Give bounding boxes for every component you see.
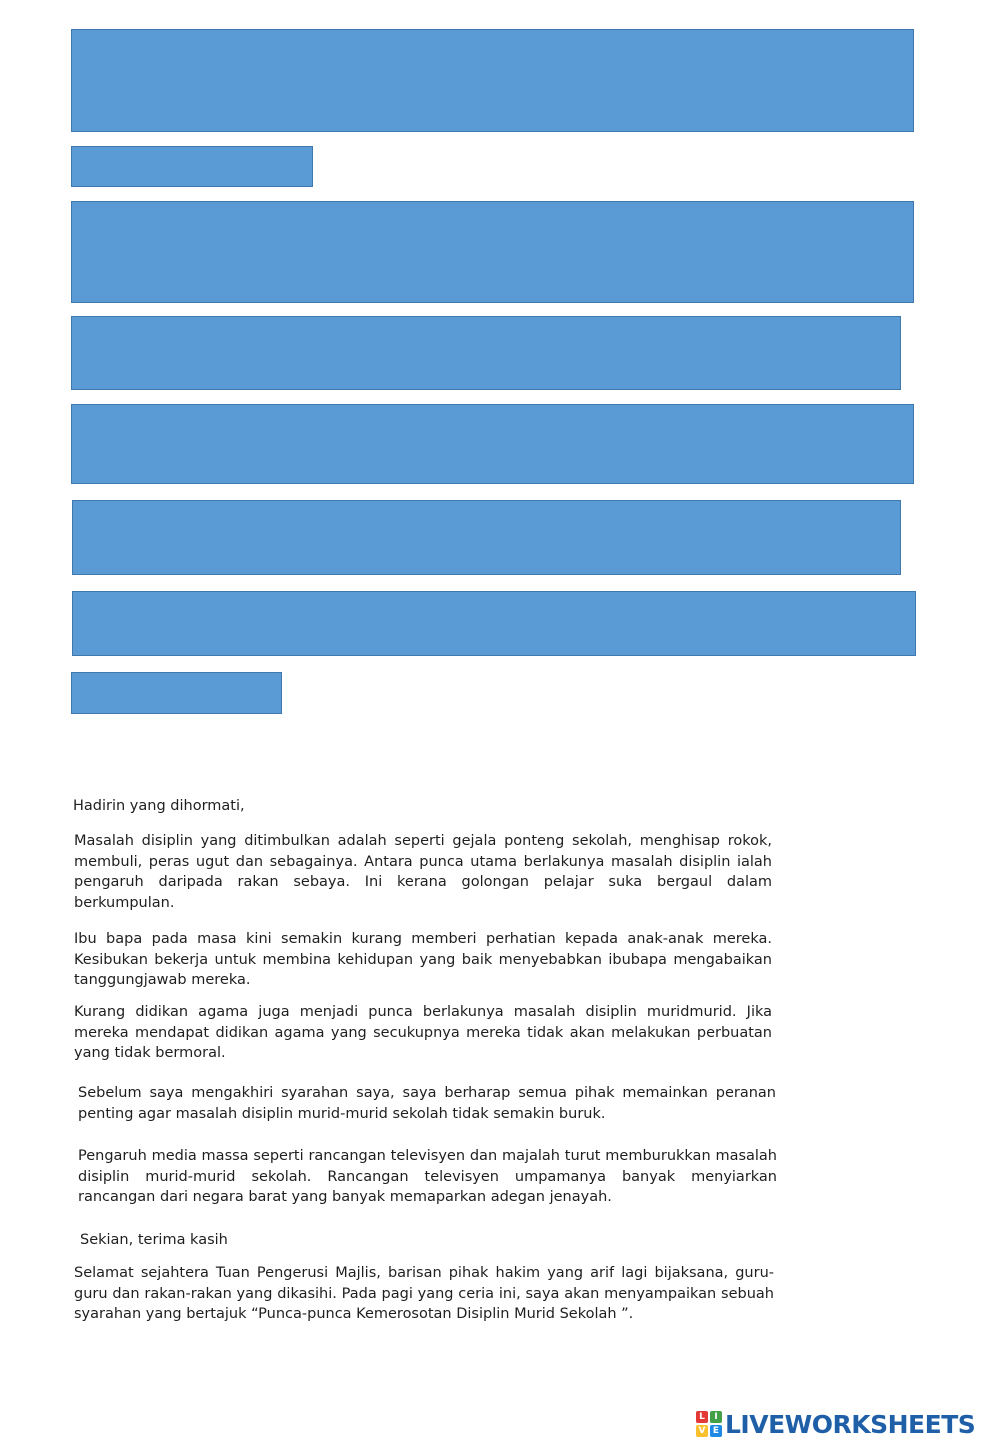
draggable-paragraph-ibu-bapa[interactable]: Ibu bapa pada masa kini semakin kurang memberi perhatian kepada anak-anak mereka. Kesibukan bekerja untuk membina kehidupan yang baik menyebabkan ibubapa mengabaikan tanggungjawab mereka. — [74, 931, 772, 988]
logo-letter: E — [710, 1425, 722, 1437]
answer-drop-zone-8[interactable] — [71, 672, 282, 714]
draggable-paragraph-pendahuluan[interactable]: Selamat sejahtera Tuan Pengerusi Majlis, barisan pihak hakim yang arif lagi bijaksana, guru-guru dan rakan-rakan yang dikasihi. Pada pagi yang ceria ini, saya akan menyampaikan sebuah syarahan yang bertajuk “Punca-punca Kemerosotan Disiplin Murid Sekolah ”. — [74, 1265, 774, 1322]
brand-name: LIVEWORKSHEETS — [725, 1409, 976, 1439]
answer-drop-zone-6[interactable] — [72, 500, 901, 575]
draggable-paragraph-penutup[interactable]: Sebelum saya mengakhiri syarahan saya, saya berharap semua pihak memainkan peranan penting agar masalah disiplin murid-murid sekolah tidak semakin buruk. — [78, 1085, 776, 1122]
draggable-paragraph-didikan-agama[interactable]: Kurang didikan agama juga menjadi punca berlakunya masalah disiplin muridmurid. Jika mereka mendapat didikan agama yang secukupnya mereka tidak akan melakukan perbuatan yang tidak bermoral. — [74, 1004, 772, 1061]
draggable-closing[interactable]: Sekian, terima kasih — [80, 1232, 228, 1248]
draggable-paragraph-media-massa[interactable]: Pengaruh media massa seperti rancangan televisyen dan majalah turut memburukkan masalah disiplin murid-murid sekolah. Rancangan televisyen umpamanya banyak menyiarkan rancangan dari negara barat yang banyak memaparkan adegan jenayah. — [78, 1148, 777, 1205]
logo-letter: V — [696, 1425, 708, 1437]
liveworksheets-brand — [696, 1409, 975, 1439]
logo-letter: L — [696, 1411, 708, 1423]
answer-drop-zone-4[interactable] — [71, 316, 901, 390]
draggable-salutation[interactable]: Hadirin yang dihormati, — [73, 798, 245, 814]
answer-drop-zone-7[interactable] — [72, 591, 916, 656]
draggable-paragraph-rakan-sebaya[interactable]: Masalah disiplin yang ditimbulkan adalah seperti gejala ponteng sekolah, menghisap rokok, membuli, peras ugut dan sebagainya. Antara punca utama berlakunya masalah disiplin ialah pengaruh daripada rakan sebaya. Ini kerana golongan pelajar suka bergaul dalam berkumpulan. — [74, 833, 772, 911]
answer-drop-zone-1[interactable] — [71, 29, 914, 132]
answer-drop-zone-3[interactable] — [71, 201, 914, 303]
liveworksheets-logo-icon — [696, 1411, 722, 1437]
answer-drop-zone-2[interactable] — [71, 146, 313, 187]
answer-drop-zone-5[interactable] — [71, 404, 914, 484]
logo-letter: I — [710, 1411, 722, 1423]
